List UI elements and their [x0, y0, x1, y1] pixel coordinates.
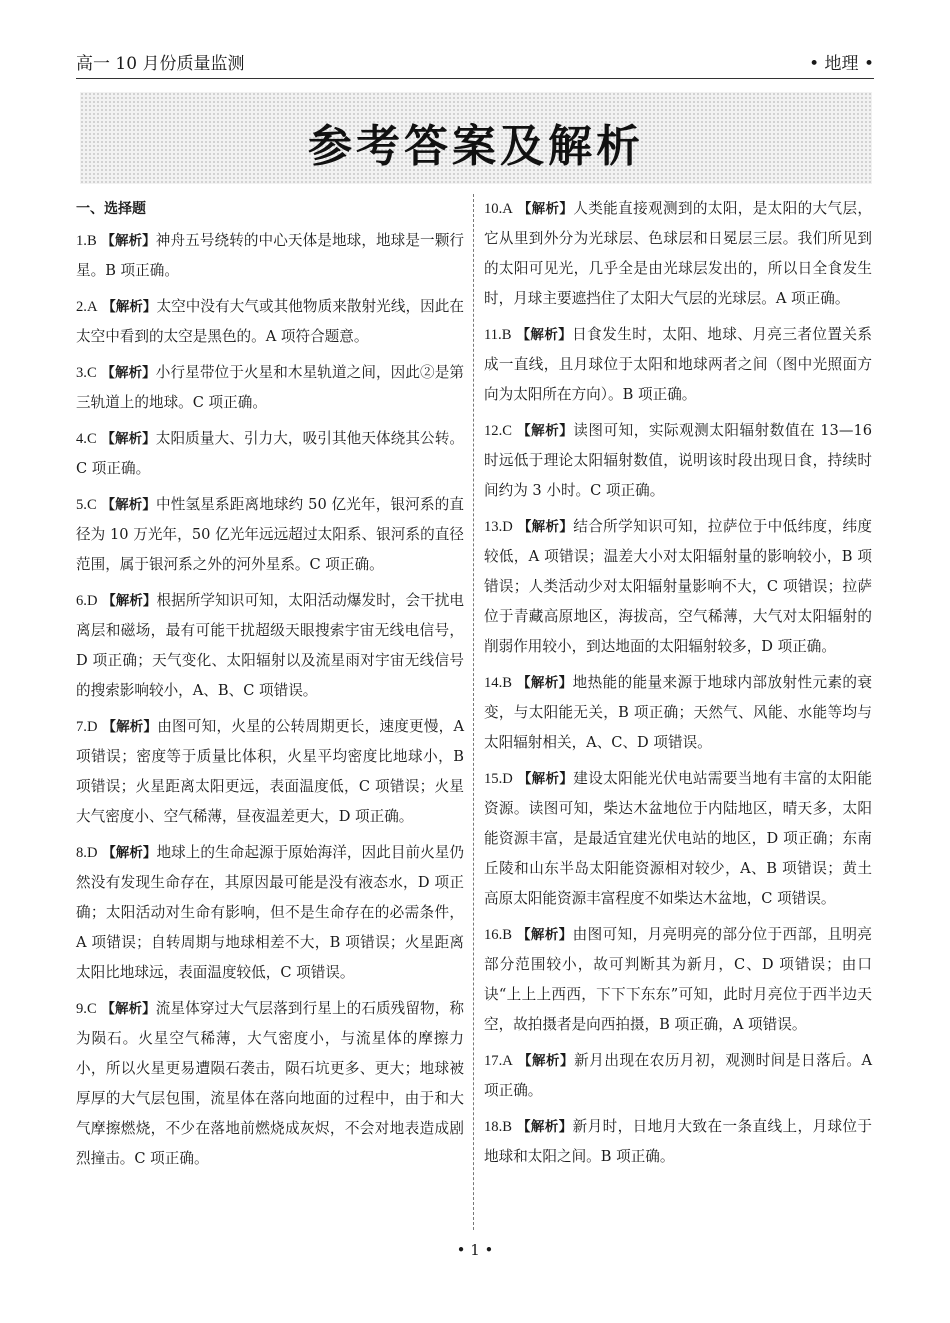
- answer-number: 10.A: [484, 201, 513, 217]
- right-column: [484, 194, 872, 1178]
- left-column: [76, 194, 464, 1180]
- answer-item: [76, 838, 464, 988]
- answer-explanation: 流星体穿过大气层落到行星上的石质残留物，称为陨石。火星空气稀薄，大气密度小，与流星体的摩擦力小，所以火星更易遭陨石袭击，陨石坑更多、更大；地球被厚厚的大气层包围，流星体在落向地面的过程中，由于和大气摩擦燃烧，不少在落地前燃烧成灰烬，不会对地表造成剧烈撞击。C 项正确。: [76, 1000, 465, 1167]
- answer-number: 3.C: [76, 365, 97, 381]
- answer-number: 2.A: [76, 299, 98, 315]
- answer-explanation: 小行星带位于火星和木星轨道之间，因此②是第三轨道上的地球。C 项正确。: [76, 364, 465, 411]
- answer-explanation: 神舟五号绕转的中心天体是地球，地球是一颗行星。B 项正确。: [76, 232, 465, 279]
- answer-item: [484, 512, 872, 662]
- answer-number: 11.B: [484, 327, 512, 343]
- answer-explanation: 根据所学知识可知，太阳活动爆发时，会干扰电离层和磁场，最有可能干扰超级天眼搜索宇宙无线电信号，D 项正确；天气变化、太阳辐射以及流星雨对宇宙无线信号的搜索影响较小，A、B、C 项错误。: [76, 592, 465, 699]
- answer-number: 9.C: [76, 1001, 97, 1017]
- column-divider: [473, 194, 474, 1230]
- page-number: • 1 •: [456, 1241, 494, 1259]
- analysis-tag: 【解析】: [516, 327, 573, 343]
- answer-number: 17.A: [484, 1053, 513, 1069]
- analysis-tag: 【解析】: [101, 497, 157, 513]
- answer-item: [484, 320, 872, 410]
- answer-list-right: [484, 194, 872, 1172]
- answer-item: [484, 920, 872, 1040]
- answer-item: [76, 358, 464, 418]
- answer-item: [484, 668, 872, 758]
- answer-item: [76, 292, 464, 352]
- answer-explanation: 新月时，日地月大致在一条直线上，月球位于地球和太阳之间。B 项正确。: [484, 1118, 873, 1165]
- analysis-tag: 【解析】: [102, 299, 157, 315]
- answer-number: 13.D: [484, 519, 513, 535]
- answer-explanation: 建设太阳能光伏电站需要当地有丰富的太阳能资源。读图可知，柴达木盆地位于内陆地区，晴天多，太阳能资源丰富，是最适宜建光伏电站的地区，D 项正确；东南丘陵和山东半岛太阳能资源相对较少，A、B 项错误；黄土高原太阳能资源丰富程度不如柴达木盆地，C 项错误。: [484, 770, 873, 907]
- answer-number: 16.B: [484, 927, 512, 943]
- answer-item: [484, 416, 872, 506]
- section-heading: 一、选择题: [76, 201, 146, 217]
- analysis-tag: 【解析】: [517, 927, 573, 943]
- answer-number: 6.D: [76, 593, 98, 609]
- answer-explanation: 由图可知，火星的公转周期更长，速度更慢，A 项错误；密度等于质量比体积，火星平均密度比地球小，B 项错误；火星距离太阳更远，表面温度低，C 项错误；火星大气密度小、空气稀薄，昼夜温差更大，D 项正确。: [76, 718, 465, 825]
- answer-item: [484, 194, 872, 314]
- answer-item: [76, 490, 464, 580]
- analysis-tag: 【解析】: [517, 201, 574, 217]
- analysis-tag: 【解析】: [101, 233, 156, 249]
- analysis-tag: 【解析】: [517, 1119, 573, 1135]
- analysis-tag: 【解析】: [101, 1001, 156, 1017]
- answer-number: 12.C: [484, 423, 512, 439]
- page-title: 参考答案及解析: [308, 121, 644, 172]
- answer-number: 4.C: [76, 431, 97, 447]
- exam-title: 高一 10 月份质量监测: [76, 54, 245, 74]
- answer-item: [76, 586, 464, 706]
- page-header: [76, 52, 874, 79]
- answer-item: [76, 424, 464, 484]
- analysis-tag: 【解析】: [101, 431, 156, 447]
- answer-item: [76, 994, 464, 1174]
- answer-item: [76, 226, 464, 286]
- analysis-tag: 【解析】: [517, 1053, 575, 1069]
- answer-number: 15.D: [484, 771, 513, 787]
- answer-explanation: 太阳质量大、引力大，吸引其他天体绕其公转。C 项正确。: [76, 430, 465, 477]
- analysis-tag: 【解析】: [517, 675, 573, 691]
- answer-explanation: 由图可知，月亮明亮的部分位于西部，且明亮部分范围较小，故可判断其为新月，C、D 项错误；由口诀“上上上西西，下下下东东”可知，此时月亮位于西半边天空，故拍摄者是向西拍摄，B 项正确，A 项错误。: [484, 926, 873, 1033]
- answer-explanation: 地球上的生命起源于原始海洋，因此目前火星仍然没有发现生命存在，其原因最可能是没有液态水，D 项正确；太阳活动对生命有影响，但不是生命存在的必需条件，A 项错误；自转周期与地球相差不大，B 项错误；火星距离太阳比地球远，表面温度较低，C 项错误。: [76, 844, 465, 981]
- analysis-tag: 【解析】: [517, 771, 574, 787]
- answer-item: [484, 1112, 872, 1172]
- answer-number: 14.B: [484, 675, 512, 691]
- answer-explanation: 日食发生时，太阳、地球、月亮三者位置关系成一直线，且月球位于太阳和地球两者之间（图中光照面方向为太阳所在方向）。B 项正确。: [484, 326, 872, 403]
- answer-number: 18.B: [484, 1119, 512, 1135]
- answer-explanation: 新月出现在农历月初，观测时间是日落后。A 项正确。: [484, 1052, 872, 1099]
- analysis-tag: 【解析】: [102, 593, 157, 609]
- analysis-tag: 【解析】: [517, 423, 574, 439]
- answer-number: 1.B: [76, 233, 97, 249]
- analysis-tag: 【解析】: [517, 519, 574, 535]
- answer-number: 5.C: [76, 497, 97, 513]
- answer-item: [484, 1046, 872, 1106]
- answer-explanation: 中性氢星系距离地球约 50 亿光年，银河系的直径为 10 万光年，50 亿光年远远超过太阳系、银河系的直径范围，属于银河系之外的河外星系。C 项正确。: [76, 496, 465, 573]
- answer-list-left: [76, 226, 464, 1174]
- analysis-tag: 【解析】: [102, 845, 157, 861]
- answer-explanation: 结合所学知识可知，拉萨位于中低纬度，纬度较低，A 项错误；温差大小对太阳辐射量的影响较小，B 项错误；人类活动少对太阳辐射量影响不大，C 项错误；拉萨位于青藏高原地区，海拔高，空气稀薄，大气对太阳辐射的削弱作用较小，到达地面的太阳辐射较多，D 项正确。: [484, 518, 873, 655]
- analysis-tag: 【解析】: [101, 365, 156, 381]
- answer-number: 8.D: [76, 845, 98, 861]
- analysis-tag: 【解析】: [102, 719, 158, 735]
- answer-number: 7.D: [76, 719, 98, 735]
- answer-item: [76, 712, 464, 832]
- answer-explanation: 地热能的能量来源于地球内部放射性元素的衰变，与太阳能无关，B 项正确；天然气、风能、水能等均与太阳辐射相关，A、C、D 项错误。: [484, 674, 873, 751]
- answer-item: [484, 764, 872, 914]
- answer-explanation: 读图可知，实际观测太阳辐射数值在 13—16 时远低于理论太阳辐射数值，说明该时段出现日食，持续时间约为 3 小时。C 项正确。: [484, 422, 873, 499]
- answer-explanation: 太空中没有大气或其他物质来散射光线，因此在太空中看到的太空是黑色的。A 项符合题意。: [76, 298, 465, 345]
- answer-explanation: 人类能直接观测到的太阳，是太阳的大气层，它从里到外分为光球层、色球层和日冕层三层。我们所见到的太阳可见光，几乎全是由光球层发出的，所以日全食发生时，月球主要遮挡住了太阳大气层的光球层。A 项正确。: [484, 200, 873, 307]
- title-banner: [80, 92, 872, 184]
- subject-label: • 地理 •: [809, 54, 874, 74]
